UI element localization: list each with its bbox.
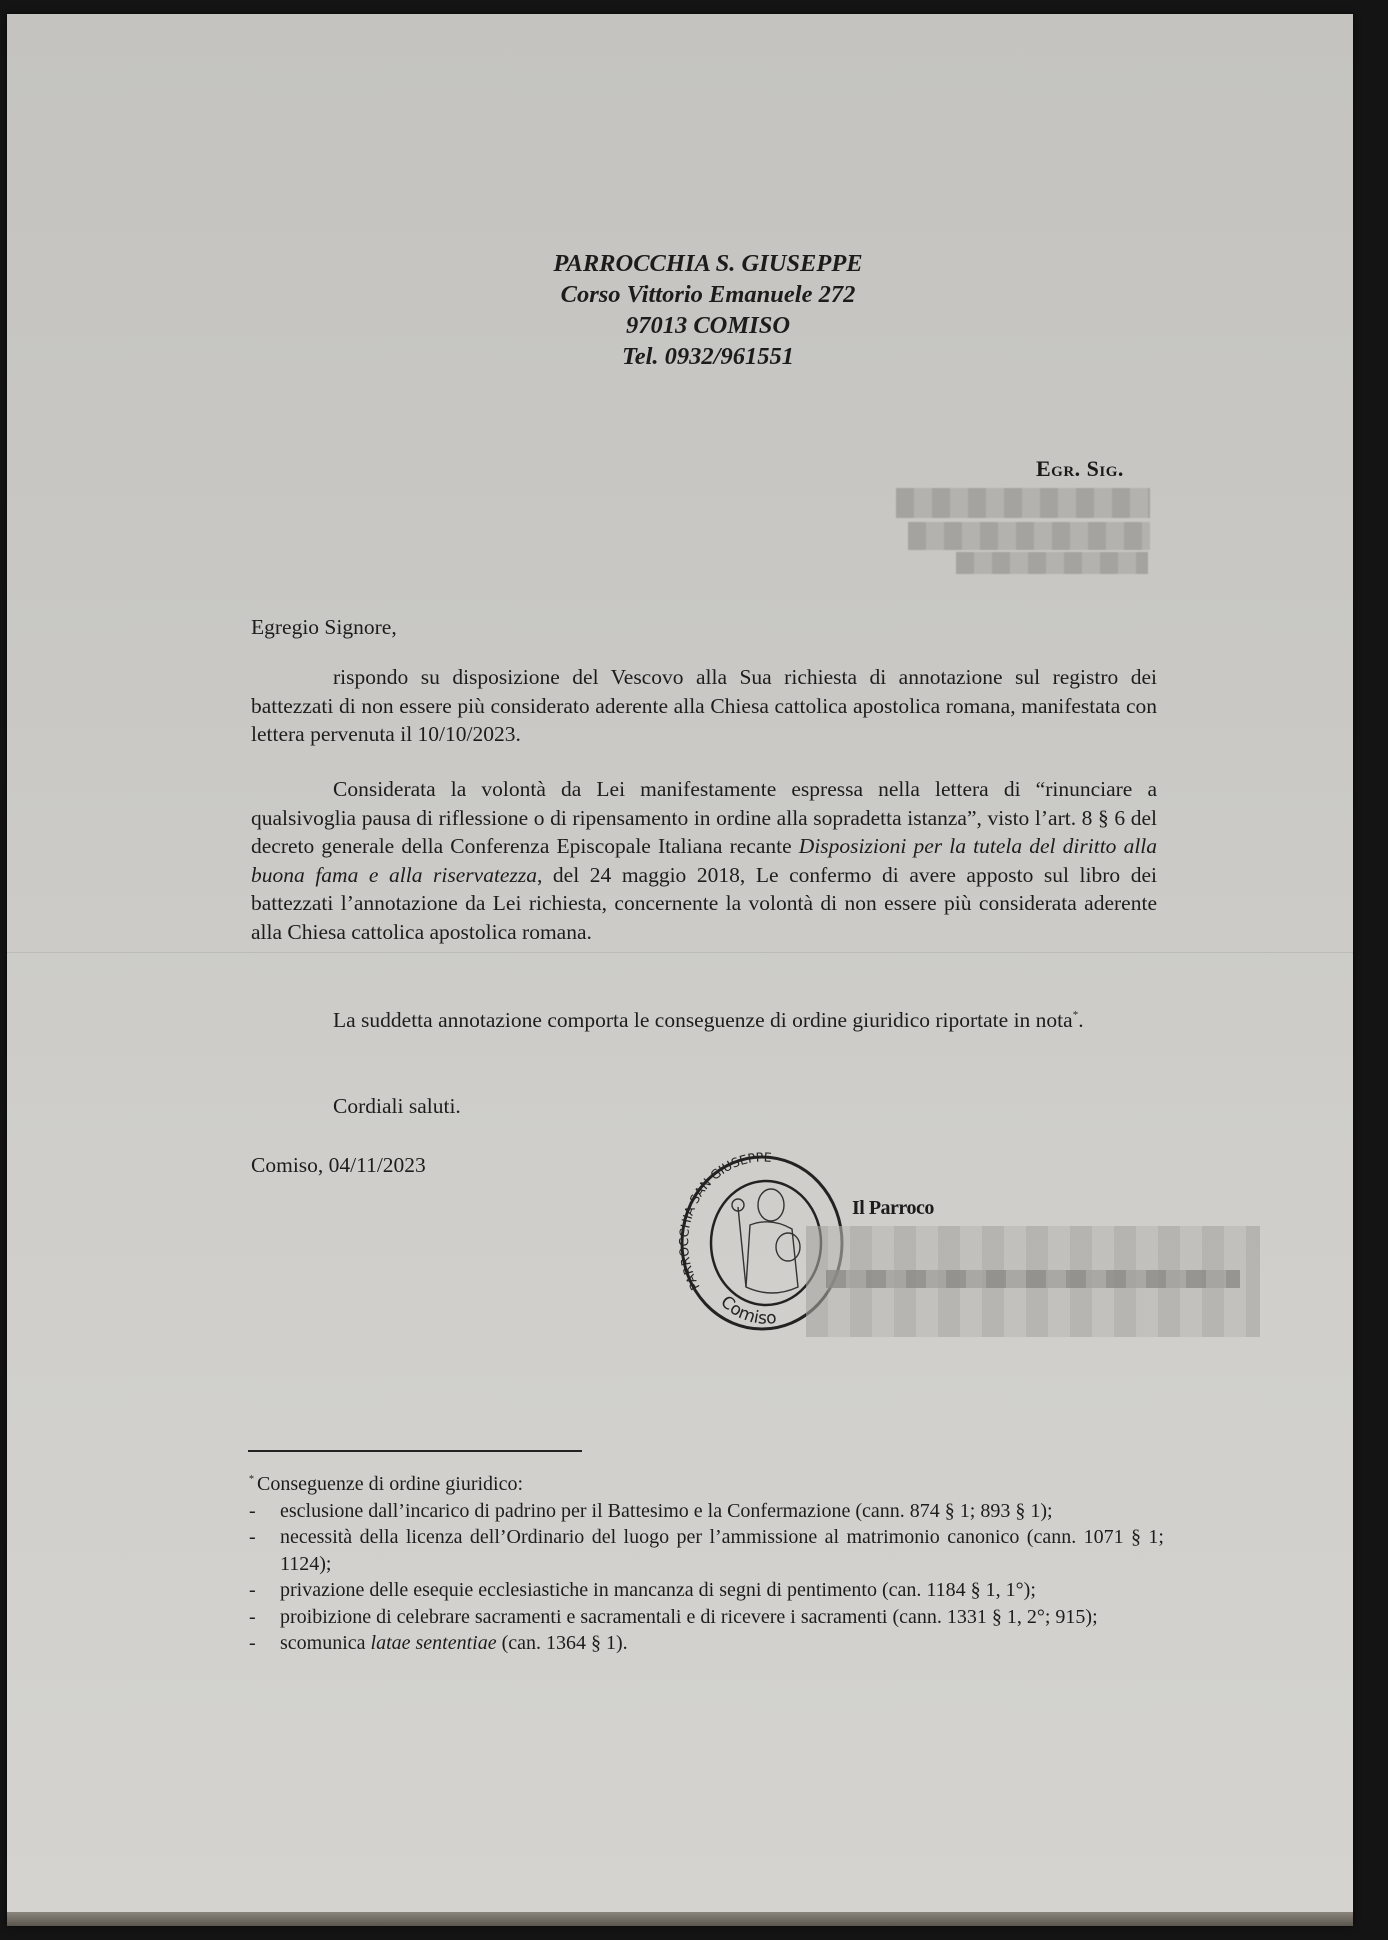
footnote-reference: *	[1072, 1009, 1079, 1021]
bullet-dash: -	[249, 1526, 256, 1548]
recipient-title: Egr. Sig.	[1036, 456, 1124, 481]
stamp-bottom-text: Comiso	[716, 1292, 778, 1329]
list-item	[249, 1604, 1164, 1631]
bullet-dash: -	[249, 1632, 256, 1654]
list-item	[249, 1577, 1164, 1604]
parish-address: Corso Vittorio Emanuele 272	[560, 281, 856, 308]
parish-city: 97013 COMISO	[625, 312, 791, 339]
closing: Cordiali saluti.	[333, 1094, 461, 1118]
list-item	[249, 1524, 1164, 1577]
list-item	[249, 1498, 1164, 1525]
list-item-text: esclusione dall’incarico di padrino per il Battesimo e la Confermazione (cann. 874 § 1; 893 § 1);	[280, 1499, 1053, 1522]
bullet-dash: -	[249, 1605, 256, 1628]
list-item	[249, 1630, 1164, 1657]
footnote-mark: *	[249, 1474, 254, 1485]
footnote-heading-text: Conseguenze di ordine giuridico:	[257, 1473, 524, 1495]
decree-title: Disposizioni per la tutela del diritto alla buona fama e alla riservatezza	[251, 834, 1158, 887]
redacted-recipient-address	[908, 522, 1150, 550]
list-item-text-start: scomunica	[280, 1632, 371, 1654]
greeting: Egregio Signore,	[251, 615, 397, 639]
paragraph-request: rispondo su disposizione del Vescovo alla Sua richiesta di annotazione sul registro dei battezzati di non essere più considerato aderente alla Chiesa cattolica apostolica romana, manifestata con lettera pervenuta il 10/10/2023.	[251, 665, 1157, 746]
list-item-text-end: (can. 1364 § 1).	[496, 1632, 628, 1654]
paragraph-consequences-text: La suddetta annotazione comporta le conseguenze di ordine giuridico riportate in nota	[333, 1008, 1073, 1032]
footnotes	[249, 1467, 1164, 1657]
stamp-top-text: PARROCCHIA SAN GIUSEPPE	[676, 1149, 773, 1293]
paper-bottom-edge	[7, 1912, 1353, 1926]
bullet-dash: -	[249, 1499, 256, 1522]
list-item-text: proibizione di celebrare sacramenti e sacramentali e di ricevere i sacramenti (cann. 1331 § 1, 2°; 915);	[280, 1605, 1098, 1628]
paragraph-consequences-end: .	[1078, 1008, 1084, 1032]
paragraph-confirmation-part1: Considerata la volontà da Lei manifestamente espressa nella lettera di “rinunciare a qualsivoglia pausa di riflessione o di ripensamento in ordine alla sopradetta istanza”, visto l’art. 8 § 6 del decreto generale della Conferenza Episcopale Italiana recante	[251, 777, 1157, 858]
latin-term: latae sententiae	[370, 1632, 497, 1654]
signature-label: Il Parroco	[852, 1197, 934, 1219]
list-item-text	[280, 1632, 628, 1654]
redacted-recipient-city	[956, 552, 1148, 574]
place-date: Comiso, 04/11/2023	[251, 1153, 426, 1177]
parish-phone: Tel. 0932/961551	[622, 343, 794, 370]
consequences-list	[249, 1498, 1164, 1657]
list-item-text: necessità della licenza dell’Ordinario del luogo per l’ammissione al matrimonio canonico (cann. 1071 § 1; 1124);	[280, 1526, 1164, 1575]
parish-name: PARROCCHIA S. GIUSEPPE	[553, 250, 863, 277]
saint-joseph-icon	[732, 1189, 800, 1293]
paper-fold-line	[7, 952, 1353, 954]
paragraph-confirmation	[251, 775, 1157, 946]
list-item-text: privazione delle esequie ecclesiastiche in mancanza di segni di pentimento (can. 1184 § 1, 1°);	[280, 1579, 1036, 1601]
bullet-dash: -	[249, 1579, 256, 1601]
footnote-separator	[248, 1450, 582, 1452]
redacted-signature-stroke	[826, 1270, 1240, 1288]
paragraph-consequences	[251, 1001, 1157, 1035]
paragraph-confirmation-part2: , del 24 maggio 2018, Le confermo di avere apposto sul libro dei battezzati l’annotazione da Lei richiesta, concernente la volontà di non essere più considerata aderente alla Chiesa cattolica apostolica romana.	[251, 862, 1157, 944]
redacted-recipient-name	[896, 488, 1150, 518]
letterhead	[0, 248, 1388, 372]
footnote-heading	[249, 1467, 1164, 1498]
